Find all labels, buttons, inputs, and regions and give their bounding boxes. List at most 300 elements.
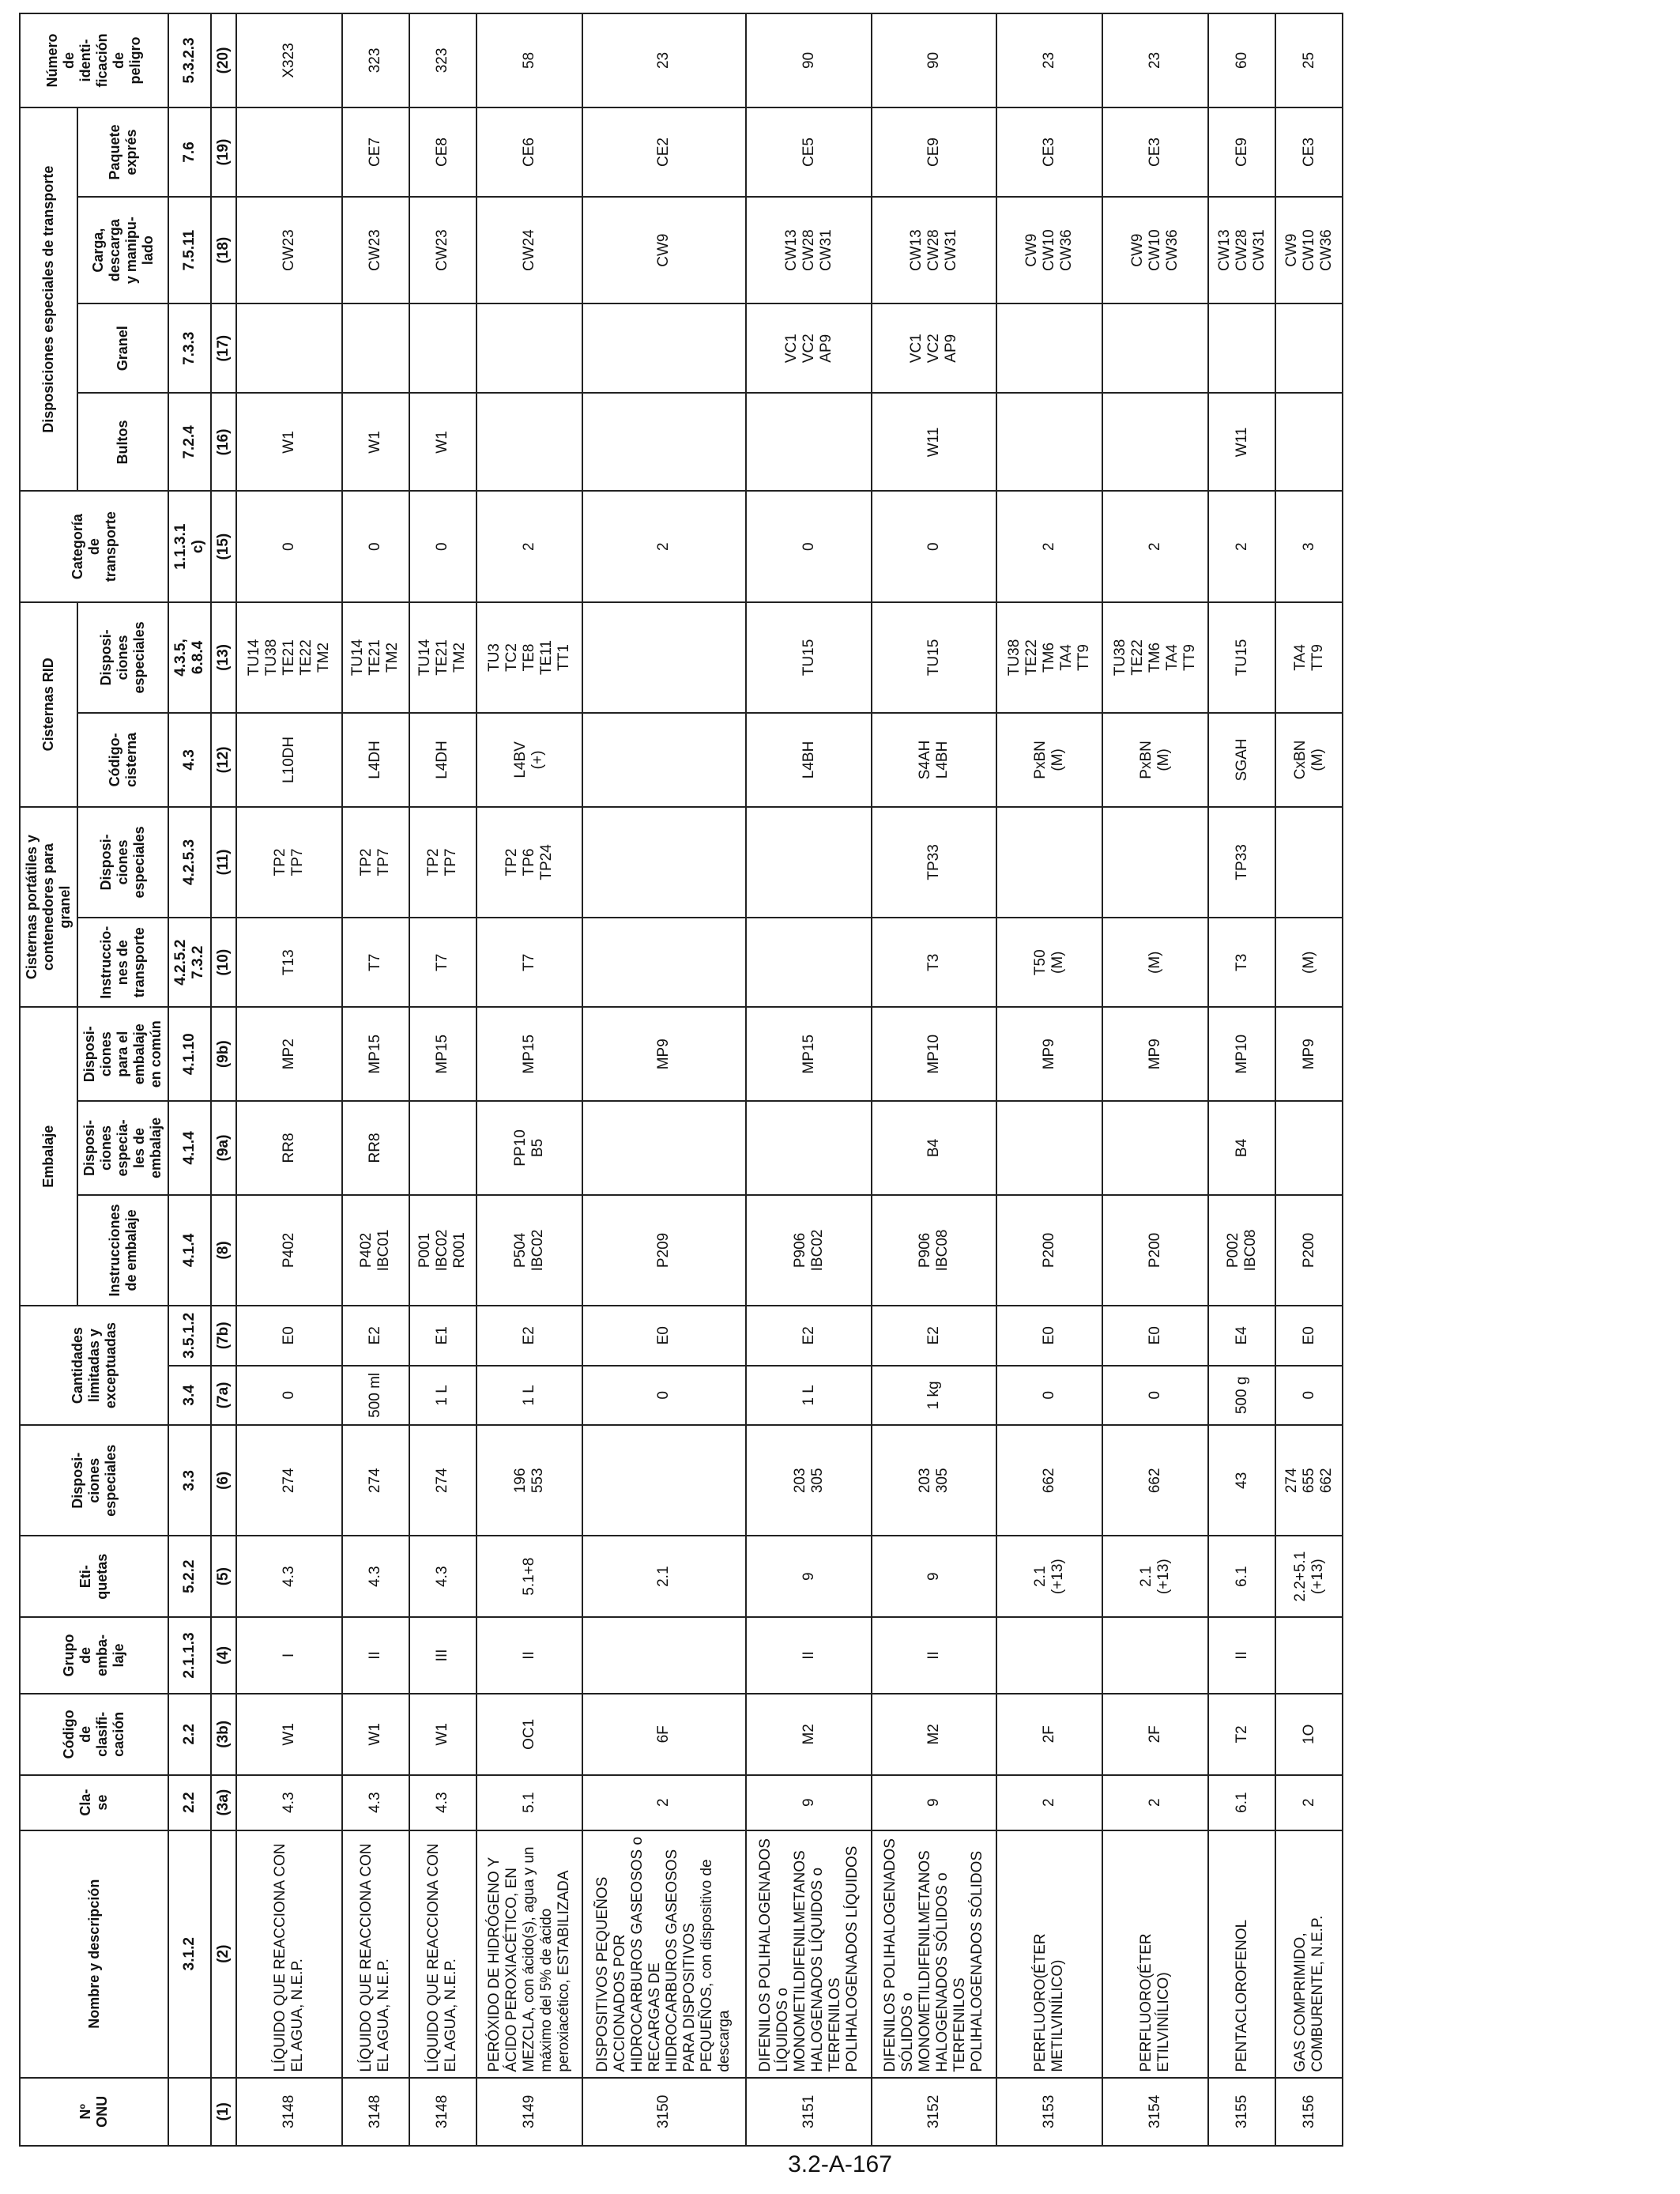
table-cell: 2F: [1102, 1694, 1208, 1775]
table-row: [1208, 13, 1275, 2146]
column-number-cell: (3b): [211, 1694, 236, 1775]
table-cell: W1: [409, 1694, 477, 1775]
table-row: [1275, 13, 1343, 2146]
column-number-cell: (15): [211, 492, 236, 602]
header-cisternas-rid: Cisternas RID: [20, 602, 77, 807]
column-number-cell: (7b): [211, 1306, 236, 1366]
table-cell: CE9: [872, 107, 997, 197]
section-ref-cell: 4.3.5, 6.8.4: [168, 602, 211, 713]
table-cell: E1: [409, 1306, 477, 1366]
header-disp-esp-rid: Disposi- ciones especiales: [77, 602, 168, 713]
table-cell: [1102, 303, 1208, 393]
table-cell: CE5: [746, 107, 872, 197]
table-cell: TU15: [1208, 602, 1275, 713]
table-cell: OC1: [477, 1694, 582, 1775]
table-cell: 0: [1275, 1366, 1343, 1426]
table-cell: E4: [1208, 1306, 1275, 1366]
table-cell: TU3 TC2 TE8 TE11 TT1: [477, 602, 582, 713]
table-cell: [996, 303, 1102, 393]
name-description-cell: PERFLUORO(ÉTER METILVINÍLICO): [996, 1830, 1102, 2078]
table-cell: TU38 TE22 TM6 TA4 TT9: [996, 602, 1102, 713]
table-cell: SGAH: [1208, 713, 1275, 807]
section-ref-cell: 4.3: [168, 713, 211, 807]
table-cell: [582, 602, 747, 713]
name-description-cell: DISPOSITIVOS PEQUEÑOS ACCIONADOS POR HIDROCARBUROS GASEOSOS o RECARGAS DE HIDROCARBUROS GASEOSOS PARA DISPOSITIVOS PEQUEÑOS, con dispositivo de descarga: [582, 1830, 747, 2078]
table-cell: 2: [1102, 1775, 1208, 1830]
table-cell: MP2: [236, 1007, 342, 1101]
column-number-cell: (1): [211, 2078, 236, 2146]
table-cell: MP15: [409, 1007, 477, 1101]
un-number-cell: 3149: [477, 2078, 582, 2146]
table-cell: M2: [872, 1694, 997, 1775]
table-cell: MP15: [477, 1007, 582, 1101]
header-etiquetas: Eti- quetas: [20, 1536, 168, 1617]
table-row: [342, 13, 409, 2146]
table-cell: MP9: [1102, 1007, 1208, 1101]
table-cell: 323: [409, 13, 477, 107]
section-ref-cell: 7.5.11: [168, 197, 211, 303]
table-cell: TA4 TT9: [1275, 602, 1343, 713]
table-cell: [236, 107, 342, 197]
table-cell: S4AH L4BH: [872, 713, 997, 807]
header-disp-especiales: Disposi- ciones especiales: [20, 1425, 168, 1536]
table-cell: CW24: [477, 197, 582, 303]
table-cell: 23: [582, 13, 747, 107]
table-cell: 274: [409, 1425, 477, 1536]
table-cell: TU15: [746, 602, 872, 713]
section-ref-cell: 4.1.4: [168, 1101, 211, 1195]
table-cell: [582, 1425, 747, 1536]
header-clase: Cla- se: [20, 1775, 168, 1830]
table-cell: [582, 1617, 747, 1694]
name-description-cell: DIFENILOS POLIHALOGENADOS SÓLIDOS o MONOMETILDIFENILMETANOS HALOGENADOS SÓLIDOS o TERFENILOS POLIHALOGENADOS SÓLIDOS: [872, 1830, 997, 2078]
table-cell: P200: [996, 1195, 1102, 1306]
table-cell: [1102, 393, 1208, 491]
section-ref-cell: 4.2.5.3: [168, 807, 211, 918]
table-cell: CW9 CW10 CW36: [1275, 197, 1343, 303]
table-cell: 274: [236, 1425, 342, 1536]
section-ref-cell: 5.2.2: [168, 1536, 211, 1617]
table-cell: [477, 303, 582, 393]
table-cell: T7: [342, 918, 409, 1007]
table-cell: B4: [1208, 1101, 1275, 1195]
table-row: [582, 13, 747, 2146]
table-cell: RR8: [236, 1101, 342, 1195]
table-cell: 2.1 (+13): [996, 1536, 1102, 1617]
column-number-cell: (9b): [211, 1007, 236, 1101]
table-cell: W1: [342, 1694, 409, 1775]
header-no-onu: Nº ONU: [20, 2078, 168, 2146]
table-cell: TP2 TP7: [236, 807, 342, 918]
table-cell: PxBN (M): [1102, 713, 1208, 807]
name-description-cell: PENTACLOROFENOL: [1208, 1830, 1275, 2078]
table-cell: MP15: [746, 1007, 872, 1101]
table-cell: 203 305: [746, 1425, 872, 1536]
table-cell: 4.3: [236, 1775, 342, 1830]
table-cell: PxBN (M): [996, 713, 1102, 807]
table-cell: 274: [342, 1425, 409, 1536]
table-cell: 2: [1208, 492, 1275, 602]
table-cell: P402: [236, 1195, 342, 1306]
table-cell: W1: [409, 393, 477, 491]
table-cell: 4.3: [236, 1536, 342, 1617]
table-cell: TU14 TU38 TE21 TE22 TM2: [236, 602, 342, 713]
un-number-cell: 3152: [872, 2078, 997, 2146]
table-row: [409, 13, 477, 2146]
table-cell: CW13 CW28 CW31: [872, 197, 997, 303]
table-cell: CW23: [236, 197, 342, 303]
un-number-cell: 3153: [996, 2078, 1102, 2146]
table-cell: TP2 TP6 TP24: [477, 807, 582, 918]
table-cell: 323: [342, 13, 409, 107]
table-cell: 2.1: [582, 1536, 747, 1617]
table-cell: II: [872, 1617, 997, 1694]
name-description-cell: PERÓXIDO DE HIDRÓGENO Y ÁCIDO PEROXIACÉTICO, EN MEZCLA, con ácido(s), agua y un máximo del 5% de ácido peroxiacético, ESTABILIZADA: [477, 1830, 582, 2078]
section-ref-cell: 5.3.2.3: [168, 13, 211, 107]
name-description-cell: LÍQUIDO QUE REACCIONA CON EL AGUA, N.E.P.: [236, 1830, 342, 2078]
table-cell: P200: [1102, 1195, 1208, 1306]
table-cell: T13: [236, 918, 342, 1007]
table-cell: 4.3: [342, 1775, 409, 1830]
un-number-cell: 3150: [582, 2078, 747, 2146]
table-cell: 662: [1102, 1425, 1208, 1536]
table-cell: 6F: [582, 1694, 747, 1775]
table-cell: 1 L: [746, 1366, 872, 1426]
table-cell: P002 IBC08: [1208, 1195, 1275, 1306]
name-description-cell: LÍQUIDO QUE REACCIONA CON EL AGUA, N.E.P.: [409, 1830, 477, 2078]
table-cell: CE2: [582, 107, 747, 197]
table-cell: 9: [872, 1775, 997, 1830]
table-cell: T2: [1208, 1694, 1275, 1775]
table-cell: [996, 393, 1102, 491]
table-cell: [1275, 303, 1343, 393]
table-cell: 0: [342, 492, 409, 602]
table-cell: E0: [582, 1306, 747, 1366]
table-cell: 9: [746, 1536, 872, 1617]
column-number-cell: (9a): [211, 1101, 236, 1195]
un-number-cell: 3148: [342, 2078, 409, 2146]
table-cell: [1275, 393, 1343, 491]
header-cisternas-portatiles: Cisternas portátiles y contenedores para granel: [20, 807, 77, 1008]
table-cell: [996, 1101, 1102, 1195]
table-cell: 6.1: [1208, 1775, 1275, 1830]
table-cell: CE3: [996, 107, 1102, 197]
table-cell: VC1 VC2 AP9: [746, 303, 872, 393]
column-number-cell: (12): [211, 713, 236, 807]
table-cell: [746, 393, 872, 491]
table-cell: L4DH: [409, 713, 477, 807]
table-cell: P200: [1275, 1195, 1343, 1306]
table-cell: MP9: [1275, 1007, 1343, 1101]
table-cell: E2: [477, 1306, 582, 1366]
header-row-groups: [20, 13, 77, 2146]
table-cell: 662: [996, 1425, 1102, 1536]
table-cell: PP10 B5: [477, 1101, 582, 1195]
table-cell: [996, 1617, 1102, 1694]
table-cell: L4DH: [342, 713, 409, 807]
table-cell: II: [342, 1617, 409, 1694]
table-cell: 4.3: [409, 1536, 477, 1617]
table-cell: TP33: [872, 807, 997, 918]
table-cell: CE7: [342, 107, 409, 197]
table-cell: [1102, 807, 1208, 918]
table-cell: 6.1: [1208, 1536, 1275, 1617]
table-cell: 43: [1208, 1425, 1275, 1536]
header-categoria: Categoría de transporte: [20, 492, 168, 602]
table-cell: (M): [1102, 918, 1208, 1007]
column-number-row: [211, 13, 236, 2146]
section-ref-cell: 7.6: [168, 107, 211, 197]
table-cell: 9: [872, 1536, 997, 1617]
table-row: [746, 13, 872, 2146]
table-cell: 5.1: [477, 1775, 582, 1830]
section-ref-cell: 2.2: [168, 1775, 211, 1830]
table-cell: [582, 713, 747, 807]
table-cell: CE8: [409, 107, 477, 197]
column-number-cell: (13): [211, 602, 236, 713]
table-cell: P001 IBC02 R001: [409, 1195, 477, 1306]
header-instr-transporte: Instruccio- nes de transporte: [77, 918, 168, 1007]
table-cell: [409, 303, 477, 393]
name-description-cell: DIFENILOS POLIHALOGENADOS LÍQUIDOS o MONOMETILDIFENILMETANOS HALOGENADOS LÍQUIDOS o TERFENILOS POLIHALOGENADOS LÍQUIDOS: [746, 1830, 872, 2078]
section-ref-cell: 4.1.4: [168, 1195, 211, 1306]
table-cell: E0: [1275, 1306, 1343, 1366]
table-cell: 9: [746, 1775, 872, 1830]
table-cell: 25: [1275, 13, 1343, 107]
table-cell: [1275, 1617, 1343, 1694]
table-cell: P906 IBC08: [872, 1195, 997, 1306]
table-cell: 500 ml: [342, 1366, 409, 1426]
table-cell: W1: [342, 393, 409, 491]
table-cell: 203 305: [872, 1425, 997, 1536]
column-number-cell: (16): [211, 393, 236, 491]
table-cell: [746, 807, 872, 918]
table-cell: TU14 TE21 TM2: [409, 602, 477, 713]
column-number-cell: (10): [211, 918, 236, 1007]
un-number-cell: 3148: [236, 2078, 342, 2146]
table-cell: CW13 CW28 CW31: [1208, 197, 1275, 303]
table-cell: TU14 TE21 TM2: [342, 602, 409, 713]
table-cell: [1102, 1617, 1208, 1694]
table-cell: T7: [477, 918, 582, 1007]
column-number-cell: (4): [211, 1617, 236, 1694]
table-cell: II: [1208, 1617, 1275, 1694]
table-cell: 1O: [1275, 1694, 1343, 1775]
table-cell: [996, 807, 1102, 918]
table-cell: T3: [872, 918, 997, 1007]
table-cell: MP9: [996, 1007, 1102, 1101]
column-number-cell: (18): [211, 197, 236, 303]
header-bultos: Bultos: [77, 393, 168, 491]
table-cell: MP9: [582, 1007, 747, 1101]
table-cell: 5.1+8: [477, 1536, 582, 1617]
table-cell: L10DH: [236, 713, 342, 807]
un-number-cell: 3156: [1275, 2078, 1343, 2146]
table-body: [236, 13, 1343, 2146]
table-cell: 500 g: [1208, 1366, 1275, 1426]
header-disp-esp-embalaje: Disposi- ciones especia- les de embalaje: [77, 1101, 168, 1195]
table-cell: 0: [409, 492, 477, 602]
column-number-cell: (19): [211, 107, 236, 197]
table-cell: 2: [582, 1775, 747, 1830]
table-cell: E2: [342, 1306, 409, 1366]
table-cell: 274 655 662: [1275, 1425, 1343, 1536]
table-cell: CW9: [582, 197, 747, 303]
header-codigo: Código de clasifi- cación: [20, 1694, 168, 1775]
table-cell: 2: [1102, 492, 1208, 602]
table-cell: T50 (M): [996, 918, 1102, 1007]
table-cell: TU38 TE22 TM6 TA4 TT9: [1102, 602, 1208, 713]
table-cell: 2: [996, 492, 1102, 602]
table-cell: 2: [477, 492, 582, 602]
table-cell: CW9 CW10 CW36: [996, 197, 1102, 303]
table-cell: 90: [746, 13, 872, 107]
table-cell: CE3: [1275, 107, 1343, 197]
column-number-cell: (20): [211, 13, 236, 107]
section-ref-cell: 3.5.1.2: [168, 1306, 211, 1366]
table-cell: B4: [872, 1101, 997, 1195]
table-cell: E0: [1102, 1306, 1208, 1366]
table-cell: W11: [872, 393, 997, 491]
header-disp-comun: Disposi- ciones para el embalaje en común: [77, 1007, 168, 1101]
table-cell: P504 IBC02: [477, 1195, 582, 1306]
table-cell: 2F: [996, 1694, 1102, 1775]
table-cell: 58: [477, 13, 582, 107]
table-cell: 0: [236, 492, 342, 602]
table-cell: VC1 VC2 AP9: [872, 303, 997, 393]
table-cell: [1275, 1101, 1343, 1195]
table-cell: CW9 CW10 CW36: [1102, 197, 1208, 303]
column-number-cell: (7a): [211, 1366, 236, 1426]
un-number-cell: 3154: [1102, 2078, 1208, 2146]
table-cell: [582, 807, 747, 918]
name-description-cell: GAS COMPRIMIDO, COMBURENTE, N.E.P.: [1275, 1830, 1343, 2078]
table-cell: 4.3: [342, 1536, 409, 1617]
table-cell: 4.3: [409, 1775, 477, 1830]
section-ref-cell: 2.1.1.3: [168, 1617, 211, 1694]
section-ref-cell: 1.1.3.1 c): [168, 492, 211, 602]
table-cell: 2: [1275, 1775, 1343, 1830]
table-cell: [582, 918, 747, 1007]
table-cell: MP10: [872, 1007, 997, 1101]
table-cell: 0: [746, 492, 872, 602]
un-number-cell: 3151: [746, 2078, 872, 2146]
table-cell: 3: [1275, 492, 1343, 602]
table-cell: CxBN (M): [1275, 713, 1343, 807]
table-cell: W1: [236, 393, 342, 491]
table-cell: [1102, 1101, 1208, 1195]
table-cell: [236, 303, 342, 393]
un-number-cell: 3155: [1208, 2078, 1275, 2146]
column-number-cell: (11): [211, 807, 236, 918]
section-ref-cell: 7.3.3: [168, 303, 211, 393]
table-row: [477, 13, 582, 2146]
table-cell: L4BH: [746, 713, 872, 807]
section-ref-cell: 3.3: [168, 1425, 211, 1536]
column-number-cell: (17): [211, 303, 236, 393]
section-ref-cell: 2.2: [168, 1694, 211, 1775]
table-row: [996, 13, 1102, 2146]
table-cell: T7: [409, 918, 477, 1007]
table-cell: [409, 1101, 477, 1195]
table-cell: 1 L: [477, 1366, 582, 1426]
header-granel: Granel: [77, 303, 168, 393]
table-cell: MP10: [1208, 1007, 1275, 1101]
header-codigo-cisterna: Código- cisterna: [77, 713, 168, 807]
table-row: [1102, 13, 1208, 2146]
table-cell: CW13 CW28 CW31: [746, 197, 872, 303]
column-number-cell: (2): [211, 1830, 236, 2078]
header-grupo: Grupo de emba- laje: [20, 1617, 168, 1694]
table-cell: II: [477, 1617, 582, 1694]
header-carga: Carga, descarga y manipu- lado: [77, 197, 168, 303]
table-cell: E0: [996, 1306, 1102, 1366]
table-cell: 0: [582, 1366, 747, 1426]
table-cell: [582, 393, 747, 491]
table-cell: L4BV (+): [477, 713, 582, 807]
column-number-cell: (6): [211, 1425, 236, 1536]
table-cell: [582, 303, 747, 393]
rotated-table-container: [19, 13, 1343, 2147]
name-description-cell: LÍQUIDO QUE REACCIONA CON EL AGUA, N.E.P.: [342, 1830, 409, 2078]
table-cell: TU15: [872, 602, 997, 713]
section-ref-cell: [168, 2078, 211, 2146]
table-cell: [342, 303, 409, 393]
column-number-cell: (5): [211, 1536, 236, 1617]
column-number-cell: (3a): [211, 1775, 236, 1830]
table-cell: TP2 TP7: [409, 807, 477, 918]
header-instr-embalaje: Instrucciones de embalaje: [77, 1195, 168, 1306]
table-cell: 2.1 (+13): [1102, 1536, 1208, 1617]
table-cell: I: [236, 1617, 342, 1694]
section-ref-cell: 4.2.5.2 7.3.2: [168, 918, 211, 1007]
section-reference-row: [168, 13, 211, 2146]
header-disp-esp-cist: Disposi- ciones especiales: [77, 807, 168, 918]
table-cell: 1 kg: [872, 1366, 997, 1426]
table-row: [872, 13, 997, 2146]
table-cell: [477, 393, 582, 491]
table-cell: CE9: [1208, 107, 1275, 197]
header-paquete: Paquete exprés: [77, 107, 168, 197]
section-ref-cell: 3.1.2: [168, 1830, 211, 2078]
header-cantidades: Cantidades limitadas y exceptuadas: [20, 1306, 168, 1425]
table-cell: TP2 TP7: [342, 807, 409, 918]
page-number: 3.2-A-167: [788, 2151, 892, 2177]
table-cell: RR8: [342, 1101, 409, 1195]
table-cell: E2: [872, 1306, 997, 1366]
table-cell: 196 553: [477, 1425, 582, 1536]
section-ref-cell: 4.1.10: [168, 1007, 211, 1101]
column-number-cell: (8): [211, 1195, 236, 1306]
table-cell: MP15: [342, 1007, 409, 1101]
table-cell: E2: [746, 1306, 872, 1366]
table-cell: TP33: [1208, 807, 1275, 918]
table-cell: [746, 918, 872, 1007]
table-cell: 2: [582, 492, 747, 602]
table-cell: CE3: [1102, 107, 1208, 197]
table-cell: II: [746, 1617, 872, 1694]
table-cell: 0: [872, 492, 997, 602]
table-cell: 60: [1208, 13, 1275, 107]
table-cell: M2: [746, 1694, 872, 1775]
table-cell: 2.2+5.1 (+13): [1275, 1536, 1343, 1617]
table-cell: CW23: [409, 197, 477, 303]
table-cell: 2: [996, 1775, 1102, 1830]
table-cell: T3: [1208, 918, 1275, 1007]
table-cell: CE6: [477, 107, 582, 197]
table-cell: III: [409, 1617, 477, 1694]
table-cell: W1: [236, 1694, 342, 1775]
